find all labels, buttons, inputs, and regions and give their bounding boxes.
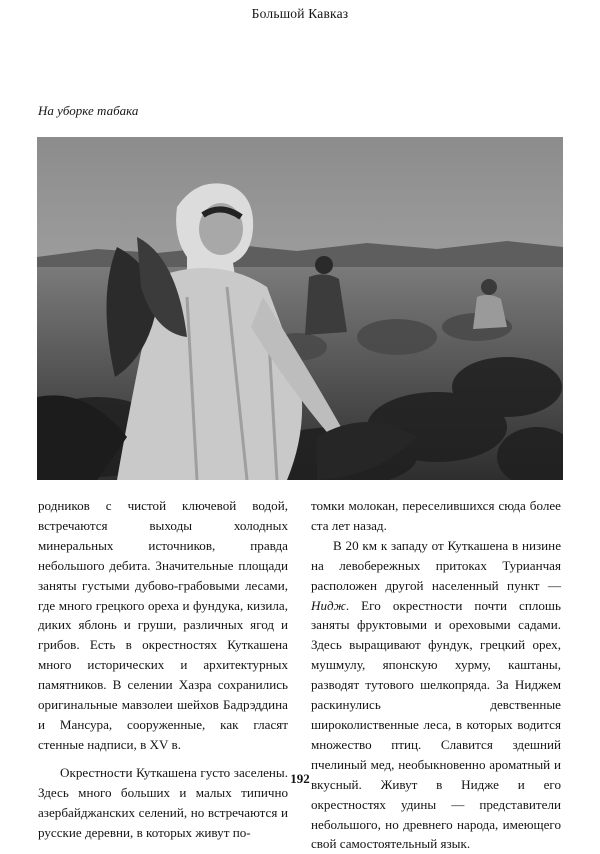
paragraph: томки молокан, переселившихся сюда более ста лет назад. [311,498,561,533]
paragraph: родников с чистой ключевой водой, встречаются выходы холодных минеральных источников, правда небольшого дебита. Значительные площади заняты густыми дубово-грабовыми лесами, где много грецкого ореха и фундука, кизила, диких яблонь и груши, различных ягод и грибов. Есть в окрестностях Куткашена много исторических и архитектурных памятников. В селении Хазра сохранились оригинальные мавзолеи шейхов Бадрэддина и Мансура, сооруженные, как гласят стенные надписи, в XV в. [38,498,288,752]
text-run: . Его окрестности почти сплошь заняты фруктовыми и ореховыми садами. Здесь выращивают фундук, грецкий орех, мушмулу, японскую хурму, каштаны, разводят тутового шелкопряда. За Ниджем раскинулись девственные широколиственные леса, в которых водится множество птиц. Славится здешний пчелиный мед, необыкновенно ароматный и вкусный. Живут в Нидже и его окрестностях удины — представители небольшого, но древнего народа, имеющего свой самостоятельный язык. [311,597,561,852]
text-run: В 20 км к западу от Куткашена в низине на левобережных притоках Турианчая расположен другой населенный пункт — [311,537,561,593]
figure-caption: На уборке табака [38,103,139,118]
text-column-left [38,496,288,842]
tobacco-harvest-photo [37,137,563,480]
paragraph: Окрестности Куткашена густо заселены. Здесь много больших и малых типично азербайджанских селений, но встречаются и русские деревни, в которых живут по- [38,764,288,840]
text-column-right [311,496,561,854]
running-head: Большой Кавказ [251,6,349,21]
place-name: Нидж [311,597,346,613]
page-number: 192 [290,771,310,786]
paragraph [311,536,561,854]
